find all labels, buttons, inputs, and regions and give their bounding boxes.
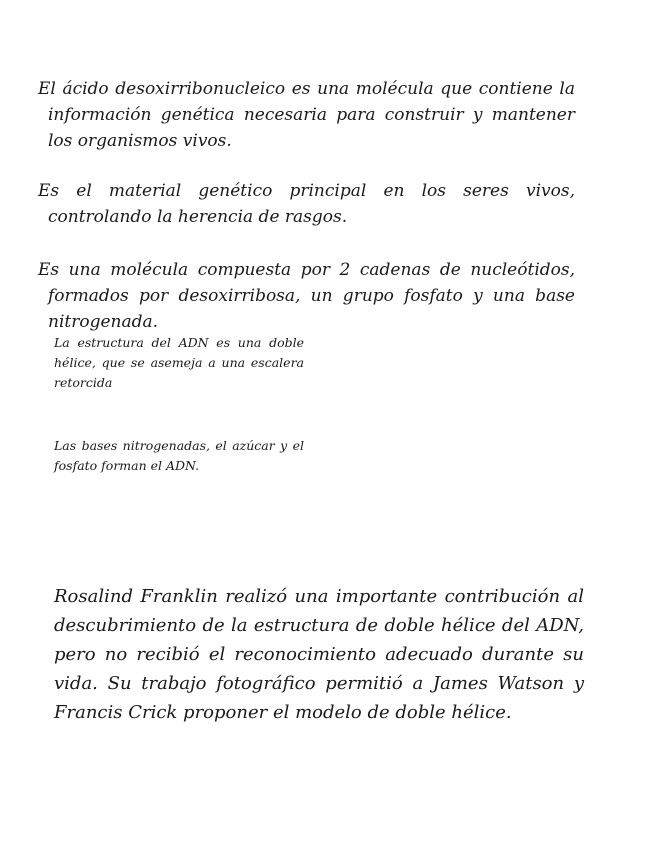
paragraph-genetic-material: Es el material genético principal en los seres vivos, controlando la herencia de rasgos. bbox=[38, 181, 575, 227]
paragraph-molecule-composition: Es una molécula compuesta por 2 cadenas de nucleótidos, formados por desoxirribosa, un grupo fosfato y una base nitrogenada. bbox=[38, 260, 575, 332]
paragraph-rosalind-franklin: Rosalind Franklin realizó una importante contribución al descubrimiento de la estructura de doble hélice del ADN, pero no recibió el reconocimiento adecuado durante su vida. Su trabajo fotográfico permitió a James Watson y Francis Crick proponer el modelo de doble hélice. bbox=[54, 586, 584, 723]
paragraph-adn-definition: El ácido desoxirribonucleico es una molécula que contiene la información genética necesaria para construir y mantener los organismos vivos. bbox=[38, 79, 575, 151]
paragraph-components: Las bases nitrogenadas, el azúcar y el fosfato forman el ADN. bbox=[54, 438, 304, 473]
paragraph-double-helix: La estructura del ADN es una doble hélice, que se asemeja a una escalera retorcida bbox=[54, 335, 304, 390]
